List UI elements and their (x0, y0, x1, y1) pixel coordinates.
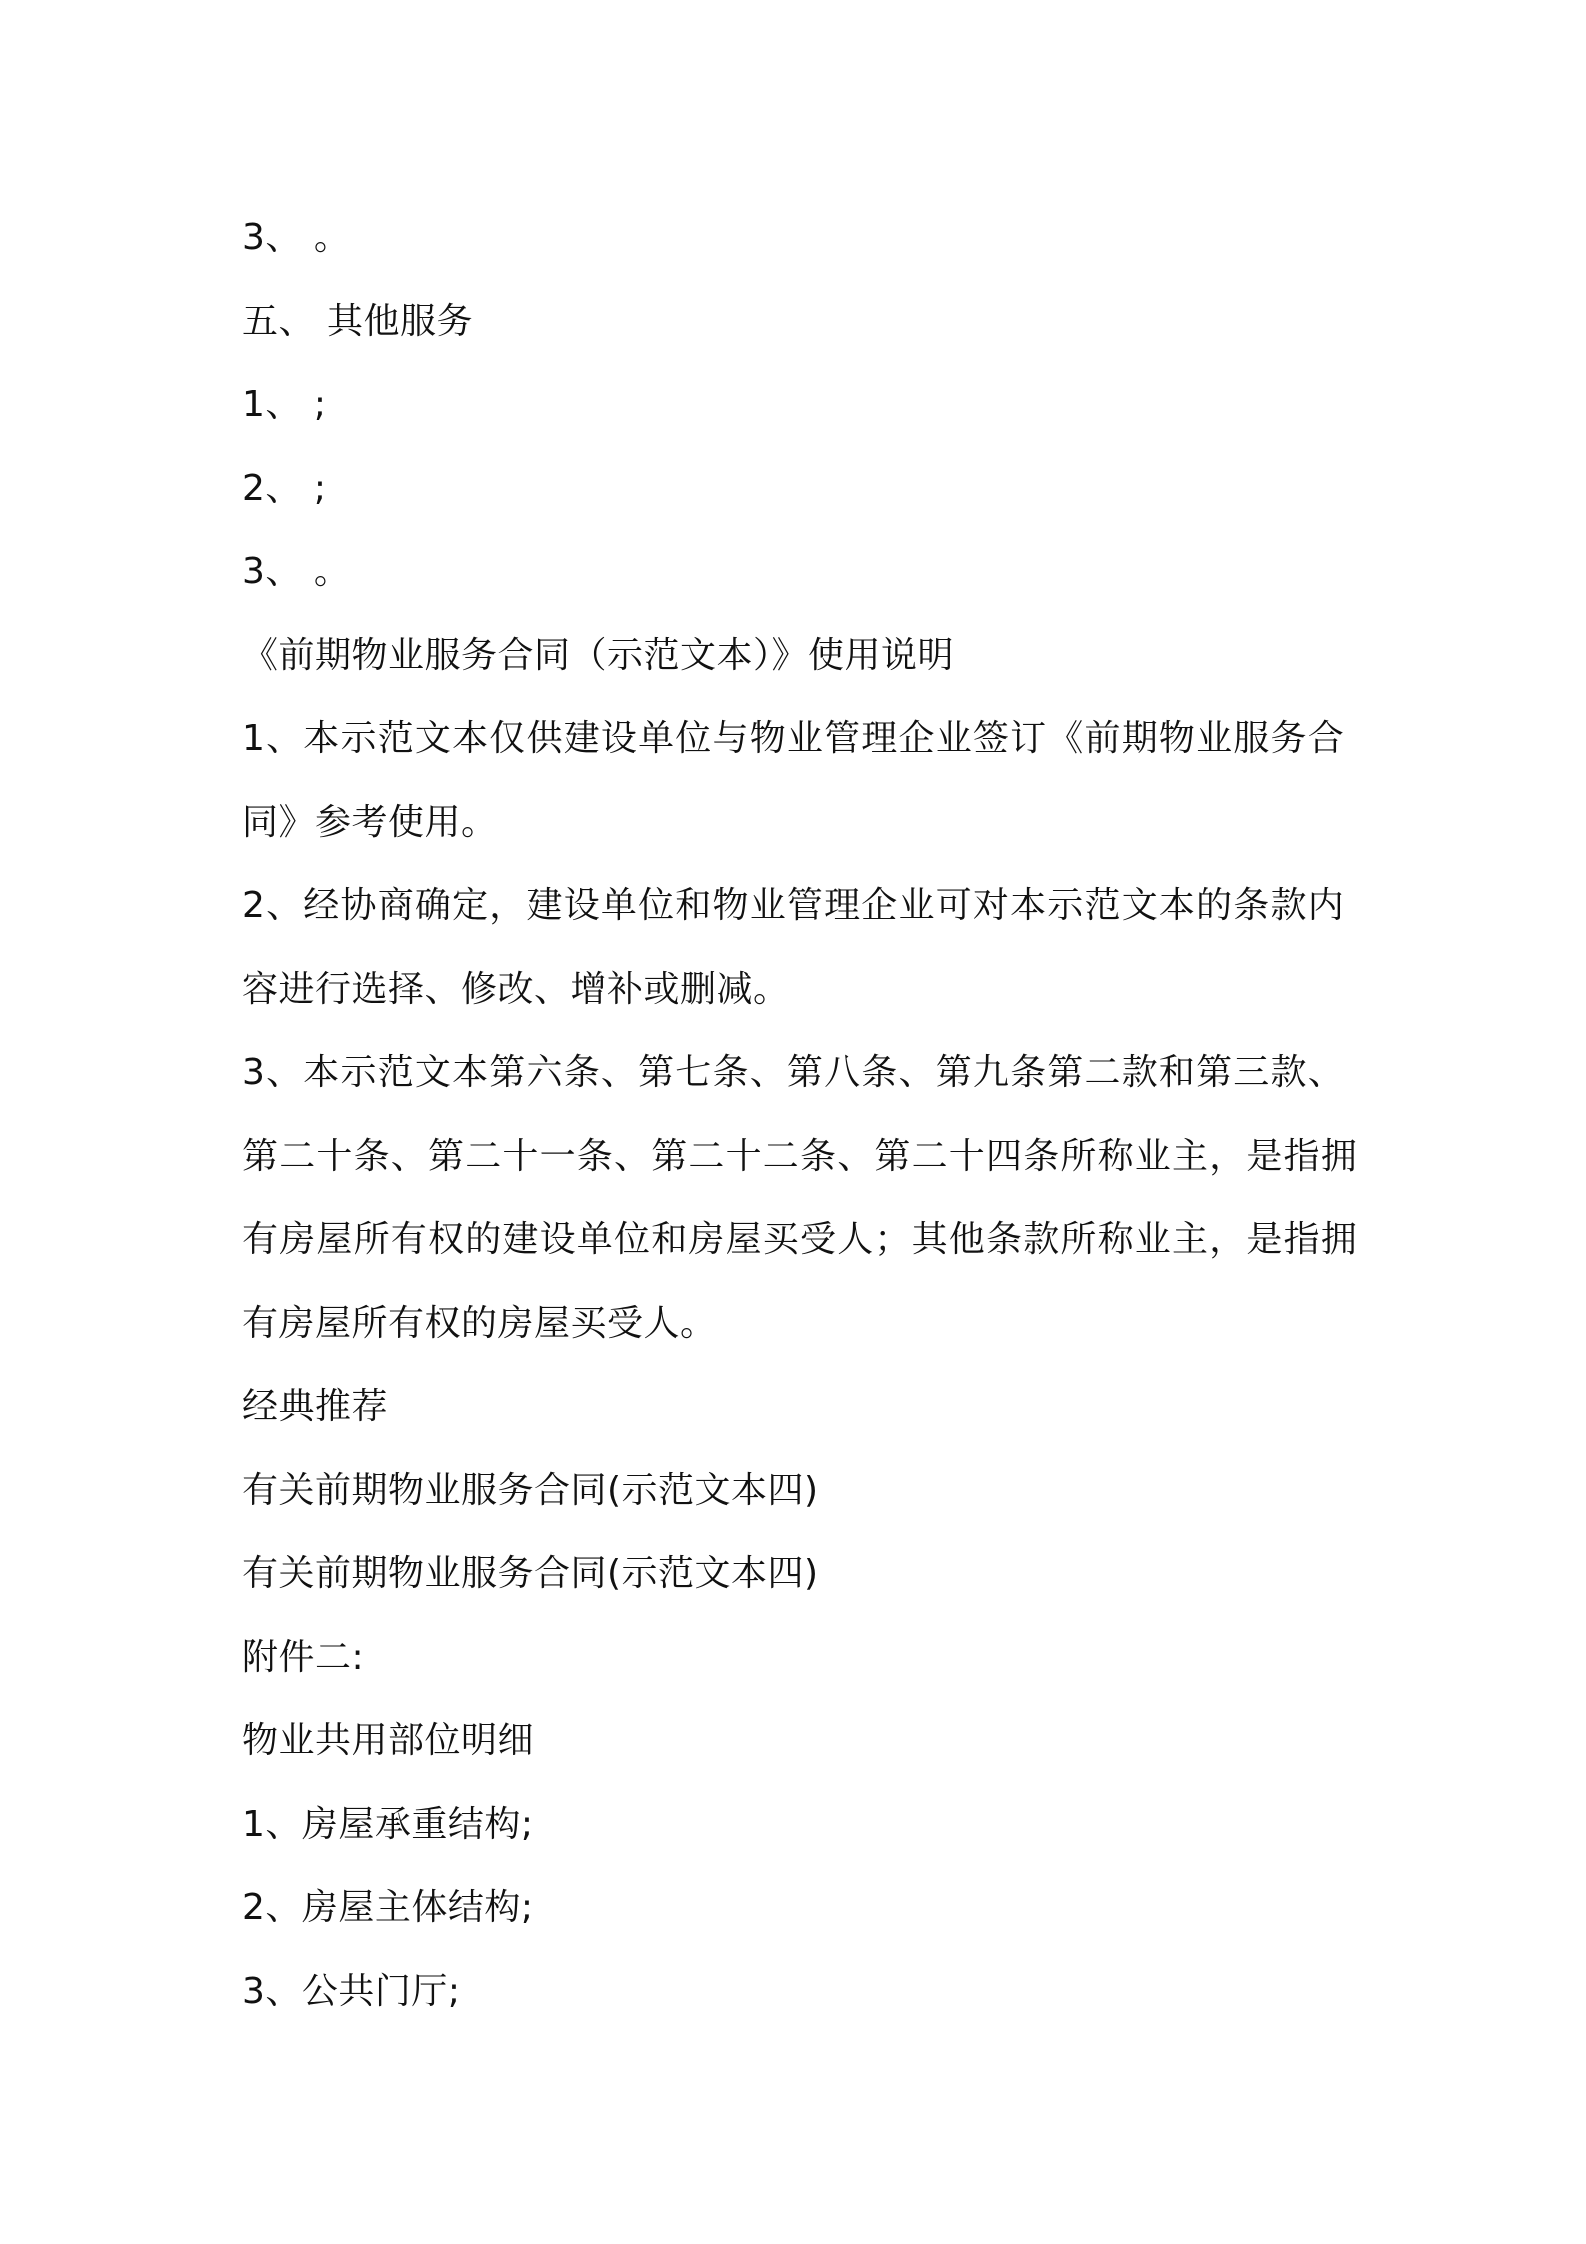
section-heading: 五、 其他服务 (242, 300, 473, 342)
text-line: 1、 ; (242, 384, 327, 425)
section-heading: 附件二: (242, 1636, 365, 1678)
list-item: 1、房屋承重结构; (242, 1803, 534, 1845)
list-item: 2、房屋主体结构; (242, 1887, 534, 1928)
paragraph-line: 3、本示范文本第六条、第七条、第八条、第九条第二款和第三款、 (242, 1052, 1345, 1093)
text-line: 3、 。 (242, 217, 351, 258)
list-item: 3、公共门厅; (242, 1970, 461, 2012)
paragraph-line: 2、经协商确定，建设单位和物业管理企业可对本示范文本的条款内 (242, 885, 1345, 926)
paragraph-line: 第二十条、第二十一条、第二十二条、第二十四条所称业主，是指拥 (242, 1135, 1359, 1177)
text-line: 2、 ; (242, 467, 327, 509)
section-heading: 物业共用部位明细 (242, 1720, 535, 1761)
section-heading: 《前期物业服务合同（示范文本）》使用说明 (242, 634, 955, 676)
paragraph-line: 有房屋所有权的房屋买受人。 (242, 1302, 717, 1344)
paragraph-line: 1、本示范文本仅供建设单位与物业管理企业签订《前期物业服务合 (242, 718, 1345, 759)
recommended-title: 有关前期物业服务合同(示范文本四) (242, 1553, 819, 1594)
paragraph-line: 容进行选择、修改、增补或删减。 (242, 968, 790, 1010)
document-body (242, 196, 1362, 2033)
paragraph-line: 同》参考使用。 (242, 801, 498, 843)
section-heading: 经典推荐 (242, 1386, 389, 1427)
text-line: 3、 。 (242, 551, 351, 592)
paragraph-line: 有房屋所有权的建设单位和房屋买受人；其他条款所称业主，是指拥 (242, 1219, 1359, 1260)
recommended-title: 有关前期物业服务合同(示范文本四) (242, 1469, 819, 1511)
